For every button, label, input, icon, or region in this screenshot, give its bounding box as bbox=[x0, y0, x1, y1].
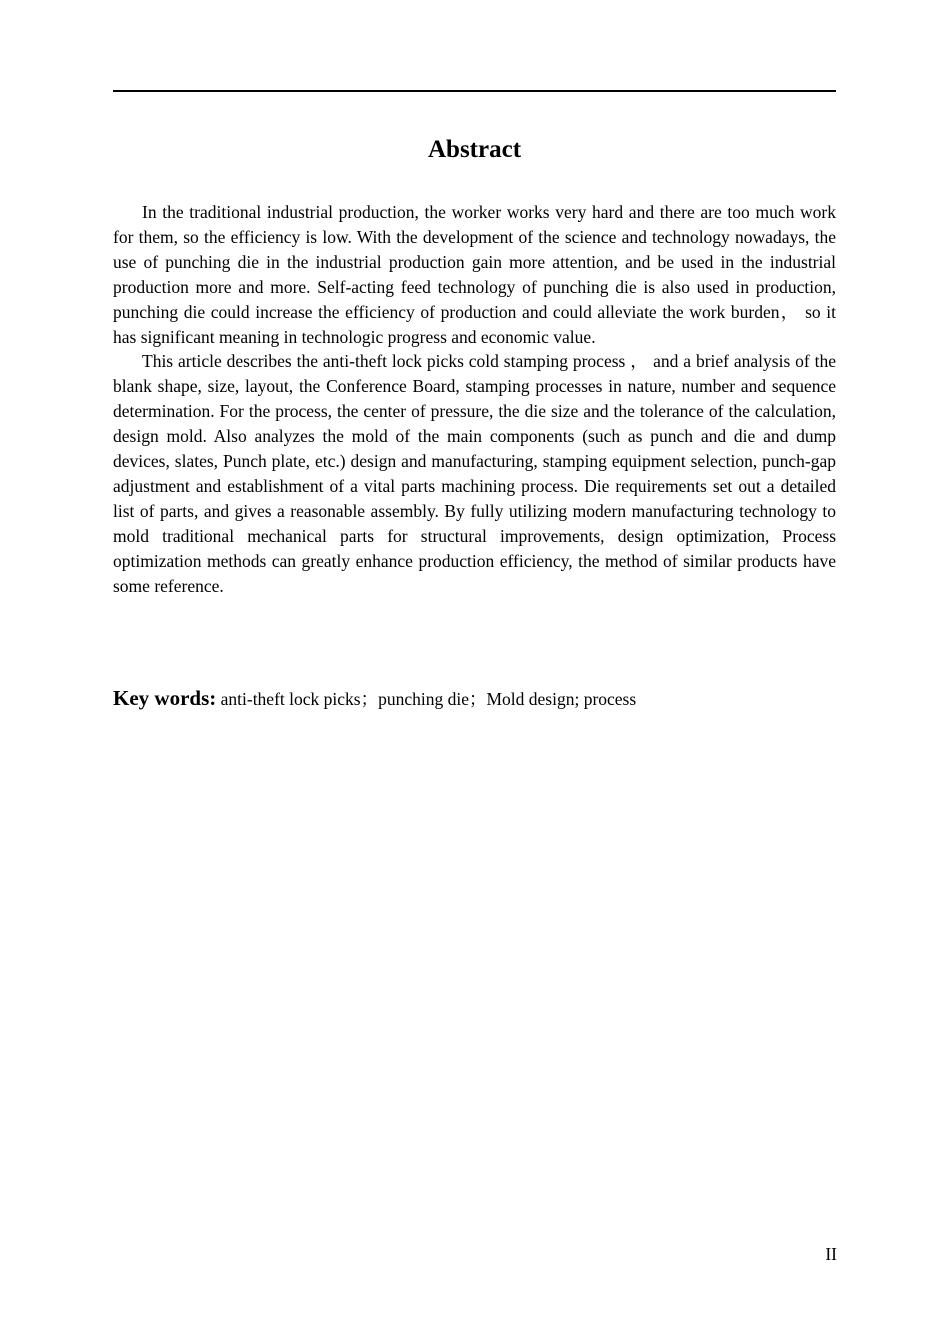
page-number: II bbox=[825, 1244, 837, 1264]
keywords-text: anti-theft lock picks；punching die；Mold design; process bbox=[220, 689, 637, 709]
header-rule bbox=[113, 90, 836, 92]
page-title: Abstract bbox=[427, 136, 522, 163]
abstract-paragraph-2: This article describes the anti-theft lock picks cold stamping process ， and a brief analysis of the blank shape, size, layout, the Conference Board, stamping processes in nature, number and sequence determination. For the process, the center of pressure, the die size and the tolerance of the calculation, design mold. Also analyzes the mold of the main components (such as punch and die and dump devices, slates, Punch plate, etc.) design and manufacturing, stamping equipment selection, punch-gap adjustment and establishment of a vital parts machining process. Die requirements set out a detailed list of parts, and gives a reasonable assembly. By fully utilizing modern manufacturing technology to mold traditional mechanical parts for structural improvements, design optimization, Process optimization methods can greatly enhance production efficiency, the method of similar products have some reference. bbox=[113, 351, 836, 596]
keywords-label: Key words: bbox=[113, 686, 217, 710]
abstract-paragraph-1: In the traditional industrial production, the worker works very hard and there are too much work for them, so the efficiency is low. With the development of the science and technology nowadays, the use of punching die in the industrial production gain more attention, and be used in the industrial production more and more. Self-acting feed technology of punching die is also used in production, punching die could increase the efficiency of production and could alleviate the work burden， so it has significant meaning in technologic progress and economic value. bbox=[113, 202, 836, 347]
keywords-line bbox=[113, 684, 836, 713]
abstract-body bbox=[113, 200, 836, 599]
